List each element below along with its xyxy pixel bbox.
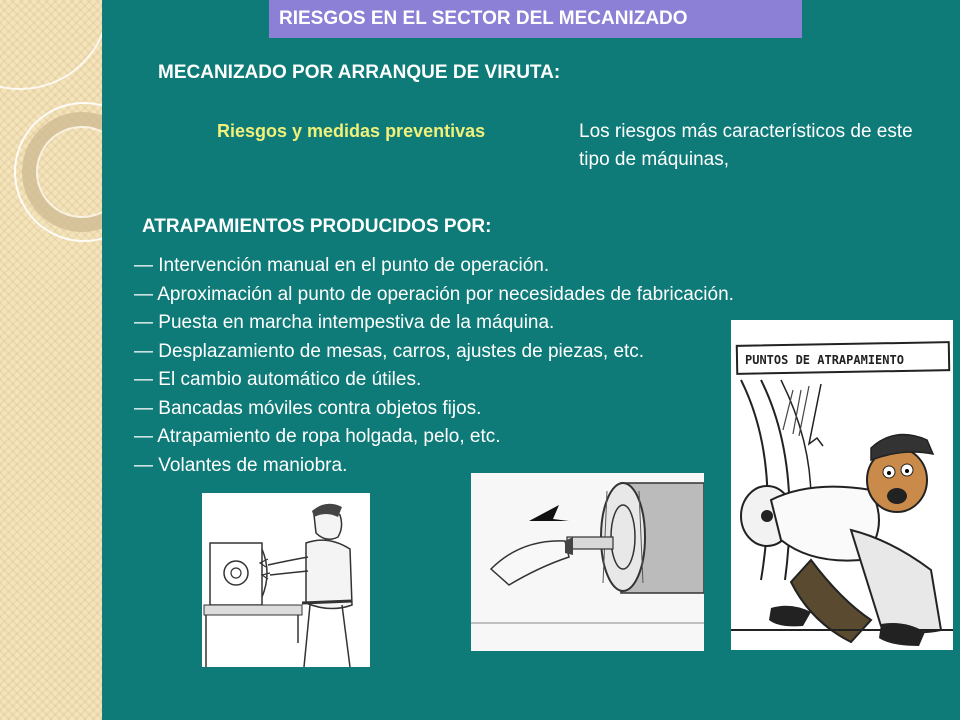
bullet-item: — El cambio automático de útiles. <box>134 369 422 390</box>
decorative-circle <box>0 0 102 90</box>
slide-subtitle: MECANIZADO POR ARRANQUE DE VIRUTA: <box>158 62 561 83</box>
cartoon-sign-text: PUNTOS DE ATRAPAMIENTO <box>745 353 904 367</box>
cartoon-trapping-points-illustration <box>731 320 953 650</box>
grinder-worker-illustration <box>202 493 370 667</box>
section-heading: ATRAPAMIENTOS PRODUCIDOS POR: <box>142 216 492 237</box>
bullet-item: — Bancadas móviles contra objetos fijos. <box>134 397 482 419</box>
risk-label: Riesgos y medidas preventivas <box>217 121 486 141</box>
bullet-item: — Puesta en marcha intempestiva de la máquina. <box>134 312 555 333</box>
slide-title: RIESGOS EN EL SECTOR DEL MECANIZADO <box>269 0 802 38</box>
bullet-item: — Atrapamiento de ropa holgada, pelo, etc. <box>134 426 501 447</box>
bullet-list <box>134 252 734 480</box>
bullet-item: — Aproximación al punto de operación por necesidades de fabricación. <box>134 283 734 305</box>
bullet-item: — Intervención manual en el punto de operación. <box>134 255 550 276</box>
decorative-side-strip <box>0 0 102 720</box>
lathe-hand-illustration <box>471 473 704 651</box>
bullet-item: — Desplazamiento de mesas, carros, ajustes de piezas, etc. <box>134 340 645 362</box>
bullet-item: — Volantes de maniobra. <box>134 454 348 476</box>
risk-description: Los riesgos más característicos de este tipo de máquinas, <box>579 121 913 170</box>
